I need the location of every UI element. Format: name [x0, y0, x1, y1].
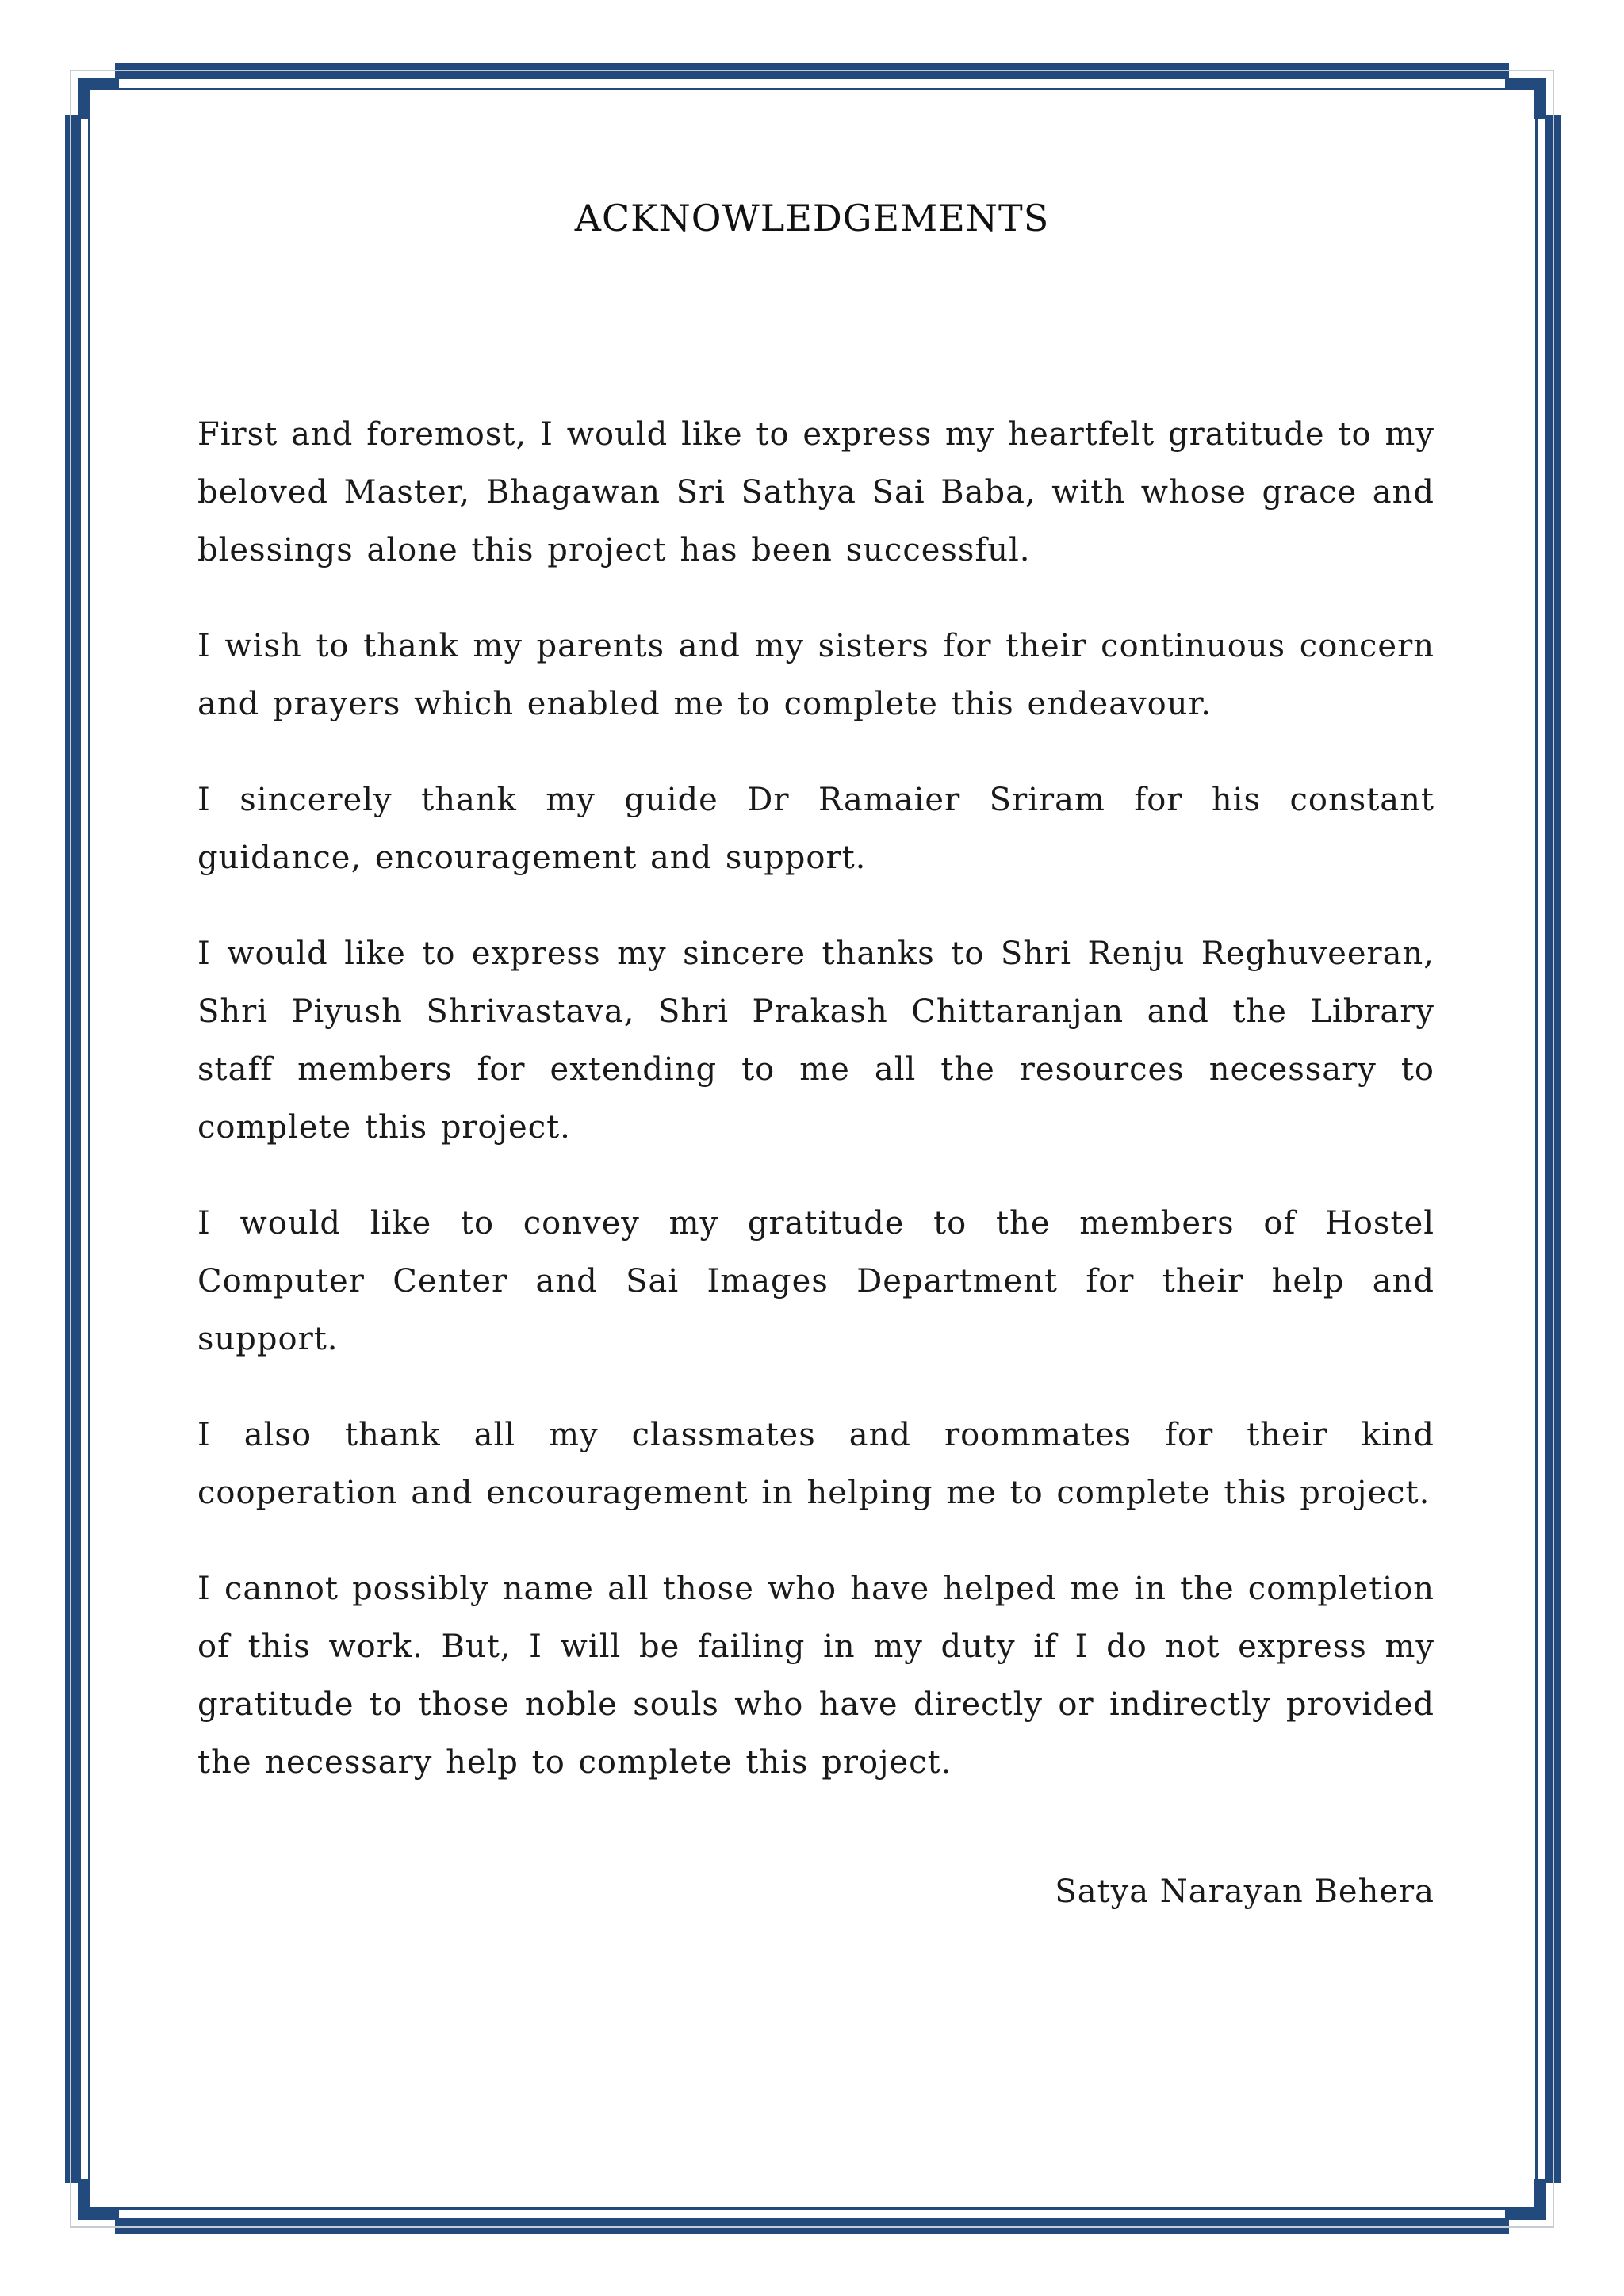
acknowledgement-body	[197, 406, 1434, 1830]
paragraph-thanks-classmates: I also thank all my classmates and roommates for their kind cooperation and encouragement in helping me to complete this project.	[197, 1417, 1434, 1511]
paragraph-thanks-library-staff: I would like to express my sincere thanks to Shri Renju Reghuveeran, Shri Piyush Shrivastava, Shri Prakash Chittaranjan and the Library staff members for extending to me all the resources necessary to complete this project.	[197, 936, 1434, 1146]
paragraph-thanks-everyone: I cannot possibly name all those who have helped me in the completion of this work. But, I will be failing in my duty if I do not express my gratitude to those noble souls who have directly or indirectly provided the necessary help to complete this project.	[197, 1571, 1434, 1781]
paragraph-thanks-guide: I sincerely thank my guide Dr Ramaier Sriram for his constant guidance, encouragement and support.	[197, 782, 1434, 876]
paragraph-thanks-computer-center: I would like to convey my gratitude to the members of Hostel Computer Center and Sai Images Department for their help and support.	[197, 1205, 1434, 1357]
author-signature: Satya Narayan Behera	[1055, 1873, 1434, 1910]
paragraph-gratitude-master: First and foremost, I would like to express my heartfelt gratitude to my beloved Master, Bhagawan Sri Sathya Sai Baba, with whose grace and blessings alone this project has been successful.	[197, 416, 1434, 568]
paragraph-thanks-family: I wish to thank my parents and my sisters for their continuous concern and prayers which enabled me to complete this endeavour.	[197, 628, 1434, 722]
page-title: ACKNOWLEDGEMENTS	[574, 197, 1050, 239]
